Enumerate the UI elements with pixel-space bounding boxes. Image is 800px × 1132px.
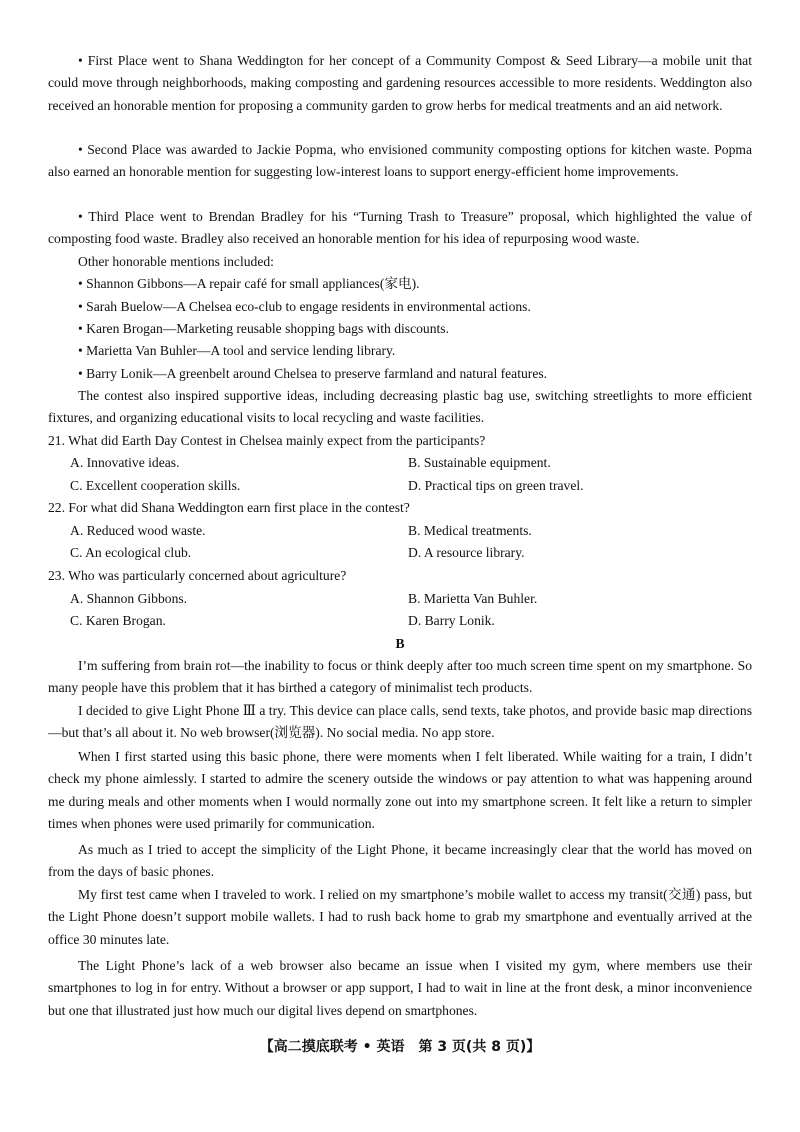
question-21-option-c: C. Excellent cooperation skills. <box>70 478 241 493</box>
question-22-option-b: B. Medical treatments. <box>408 523 532 538</box>
passage-b-paragraph: I decided to give Light Phone Ⅲ a try. This device can place calls, send texts, take photos, and provide basic map directions—but that’s all about it. No web browser(浏览器). No social media. No app store. <box>48 703 752 741</box>
mention-item: • Shannon Gibbons—A repair café for small appliances(家电). <box>78 276 420 291</box>
question-23-option-c: C. Karen Brogan. <box>70 613 166 628</box>
question-22-option-c: C. An ecological club. <box>70 545 192 560</box>
mention-item: • Marietta Van Buhler—A tool and service lending library. <box>78 343 396 358</box>
other-mentions-intro: Other honorable mentions included: <box>78 254 274 269</box>
passage-b-paragraph: I’m suffering from brain rot—the inability to focus or think deeply after too much screen time spent on my smartphone. So many people have this problem that it has birthed a category of minimalist tech products. <box>48 658 752 696</box>
passage-b-paragraph: The Light Phone’s lack of a web browser also became an issue when I visited my gym, where members use their smartphones to log in for entry. Without a browser or app support, I had to wait in line at the front desk, a minor inconvenience but one that illustrated just how much our digital lives depend on smartphones. <box>48 958 752 1018</box>
first-place-paragraph: • First Place went to Shana Weddington for her concept of a Community Compost & Seed Library—a mobile unit that could move through neighborhoods, making composting and gardening resources accessible to more residents. Weddington also received an honorable mention for proposing a community garden to grow herbs for medical treatments and an aid network. <box>48 53 752 113</box>
passage-b-paragraph: As much as I tried to accept the simplicity of the Light Phone, it became increasingly clear that the world has moved on from the days of basic phones. <box>48 842 752 880</box>
mention-item: • Sarah Buelow—A Chelsea eco-club to engage residents in environmental actions. <box>78 299 531 314</box>
question-21-stem: 21. What did Earth Day Contest in Chelsea mainly expect from the participants? <box>48 433 486 448</box>
question-23-option-d: D. Barry Lonik. <box>408 613 495 628</box>
section-b-heading: B <box>395 636 405 651</box>
question-23-option-a: A. Shannon Gibbons. <box>70 591 188 606</box>
mention-item: • Karen Brogan—Marketing reusable shopping bags with discounts. <box>78 321 449 336</box>
question-23-option-b: B. Marietta Van Buhler. <box>408 591 538 606</box>
question-21-option-d: D. Practical tips on green travel. <box>408 478 584 493</box>
question-21-option-a: A. Innovative ideas. <box>70 455 180 470</box>
question-23-stem: 23. Who was particularly concerned about agriculture? <box>48 568 347 583</box>
contest-closing-paragraph: The contest also inspired supportive ideas, including decreasing plastic bag use, switching streetlights to more efficient fixtures, and organizing educational visits to local recycling and waste facilities. <box>48 388 752 426</box>
question-21-option-b: B. Sustainable equipment. <box>408 455 551 470</box>
page-footer: 【高二摸底联考 • 英语 第 3 页(共 8 页)】 <box>259 1039 541 1055</box>
second-place-paragraph: • Second Place was awarded to Jackie Popma, who envisioned community composting options for kitchen waste. Popma also earned an honorable mention for suggesting low-interest loans to support energy-efficient home improvements. <box>48 142 752 180</box>
third-place-paragraph: • Third Place went to Brendan Bradley for his “Turning Trash to Treasure” proposal, which highlighted the value of composting food waste. Bradley also received an honorable mention for his idea of repurposing wood waste. <box>48 209 752 247</box>
passage-b-paragraph: When I first started using this basic phone, there were moments when I felt liberated. While waiting for a train, I didn’t check my phone aimlessly. I started to admire the scenery outside the windows or pay attention to what was happening around me during meals and other moments when I would normally zone out into my smartphone screen. It felt like a return to simpler times when phones were used primarily for communication. <box>48 749 752 831</box>
mention-item: • Barry Lonik—A greenbelt around Chelsea to preserve farmland and natural features. <box>78 366 548 381</box>
question-22-option-a: A. Reduced wood waste. <box>70 523 206 538</box>
question-22-option-d: D. A resource library. <box>408 545 525 560</box>
passage-b-paragraph: My first test came when I traveled to work. I relied on my smartphone’s mobile wallet to access my transit(交通) pass, but the Light Phone doesn’t support mobile wallets. I had to rush back home to grab my smartphone and eventually arrived at the office 30 minutes late. <box>48 887 752 947</box>
question-22-stem: 22. For what did Shana Weddington earn first place in the contest? <box>48 500 410 515</box>
